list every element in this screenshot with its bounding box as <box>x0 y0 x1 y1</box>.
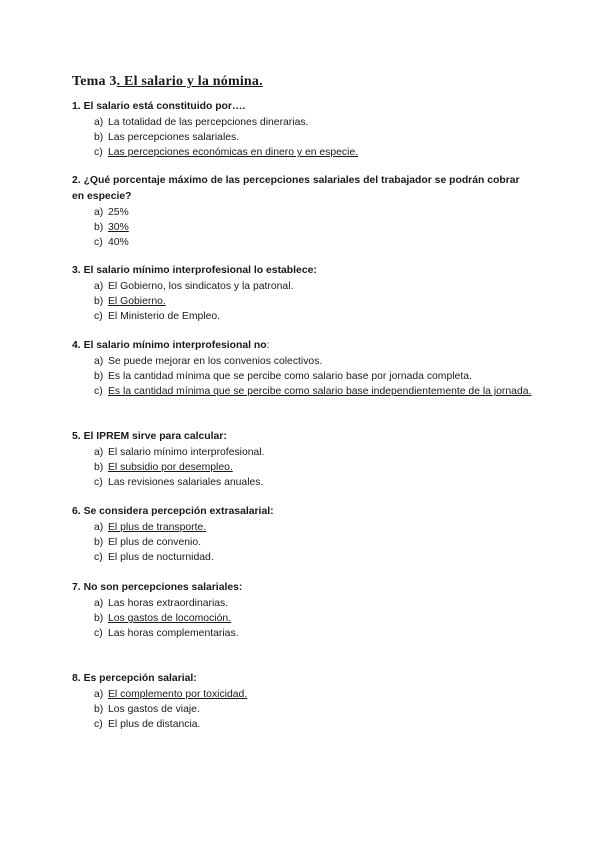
option-text-underlined: El complemento por toxicidad. <box>108 689 248 700</box>
option-b <box>72 130 532 145</box>
question-number: 2. <box>72 175 81 186</box>
option-text-underlined: Es la cantidad mínima que se percibe como salario base independientemente de la jornada. <box>108 386 532 398</box>
option-text: Es la cantidad mínima que se percibe como salario base por jornada completa. <box>108 371 472 383</box>
question-3 <box>72 263 532 325</box>
option-text: Se puede mejorar en los convenios colectivos. <box>108 356 323 367</box>
question-7-text <box>72 580 532 596</box>
question-number: 6. <box>72 506 81 517</box>
option-c <box>72 550 532 565</box>
option-letter: a) <box>94 281 104 292</box>
option-c <box>72 235 532 250</box>
option-letter: b) <box>94 296 104 308</box>
options-list <box>72 205 532 251</box>
question-suffix: : <box>266 340 270 351</box>
option-letter: a) <box>94 356 104 367</box>
question-8 <box>72 671 532 733</box>
option-a-correct <box>72 520 532 535</box>
option-a <box>72 205 532 220</box>
question-label: El salario está constituido por…. <box>83 101 246 112</box>
option-b-correct <box>72 220 532 235</box>
option-letter: b) <box>94 704 104 716</box>
question-number: 5. <box>72 431 81 442</box>
option-letter: a) <box>94 447 104 458</box>
question-3-text <box>72 263 532 279</box>
option-text: Las percepciones salariales. <box>108 132 240 144</box>
option-a <box>72 115 532 130</box>
question-number: 3. <box>72 265 81 276</box>
options-list <box>72 354 532 400</box>
option-letter: b) <box>94 371 104 383</box>
option-text: El plus de convenio. <box>108 537 201 549</box>
question-2-text <box>72 173 532 205</box>
option-text-underlined: Las percepciones económicas en dinero y en especie. <box>108 147 359 159</box>
option-text-underlined: 30% <box>108 222 129 234</box>
options-list <box>72 687 532 733</box>
option-c-correct <box>72 145 532 160</box>
question-1 <box>72 99 532 161</box>
option-c <box>72 626 532 641</box>
option-c <box>72 717 532 732</box>
title-subtitle: . El salario y la nómina. <box>116 74 263 89</box>
option-text: La totalidad de las percepciones dinerarias. <box>108 117 309 128</box>
option-text: Las horas extraordinarias. <box>108 598 229 609</box>
option-text: 25% <box>108 207 129 218</box>
page-title <box>72 74 263 90</box>
option-c <box>72 475 532 490</box>
option-c-correct <box>72 384 532 399</box>
option-text: El salario mínimo interprofesional. <box>108 447 265 458</box>
option-b-correct <box>72 611 532 626</box>
option-a <box>72 596 532 611</box>
option-text-underlined: Los gastos de locomoción. <box>108 613 232 625</box>
option-letter: c) <box>94 477 103 489</box>
question-label: El salario mínimo interprofesional no <box>83 340 267 351</box>
option-text-underlined: El subsidio por desempleo. <box>108 462 233 474</box>
option-letter: c) <box>94 719 103 731</box>
option-text: Las revisiones salariales anuales. <box>108 477 264 489</box>
option-letter: c) <box>94 552 103 564</box>
question-2 <box>72 173 532 251</box>
option-letter: a) <box>94 689 104 700</box>
question-5-text <box>72 429 532 445</box>
option-letter: b) <box>94 462 104 474</box>
question-number: 7. <box>72 582 81 593</box>
option-letter: a) <box>94 207 104 218</box>
option-letter: c) <box>94 628 103 640</box>
question-number: 1. <box>72 101 81 112</box>
option-letter: c) <box>94 386 103 398</box>
option-c <box>72 309 532 324</box>
option-letter: c) <box>94 147 103 159</box>
option-b <box>72 702 532 717</box>
question-label: Es percepción salarial: <box>83 673 197 684</box>
title-main: Tema 3 <box>72 74 117 89</box>
question-label: ¿Qué porcentaje máximo de las percepciones salariales del trabajador se podrán cobrar en especie? <box>72 175 520 202</box>
option-text: El Ministerio de Empleo. <box>108 311 221 323</box>
question-6 <box>72 504 532 566</box>
option-text-underlined: El plus de transporte. <box>108 522 207 533</box>
question-number: 8. <box>72 673 81 684</box>
options-list <box>72 445 532 491</box>
option-letter: b) <box>94 537 104 549</box>
option-text-underlined: El Gobierno. <box>108 296 166 308</box>
option-letter: b) <box>94 132 104 144</box>
question-6-text <box>72 504 532 520</box>
question-label: No son percepciones salariales: <box>83 582 243 593</box>
option-text: Los gastos de viaje. <box>108 704 200 716</box>
option-b <box>72 369 532 384</box>
option-b <box>72 535 532 550</box>
question-label: El IPREM sirve para calcular: <box>83 431 227 442</box>
option-letter: c) <box>94 311 103 323</box>
options-list <box>72 596 532 642</box>
question-1-text <box>72 99 532 115</box>
option-text: 40% <box>108 237 129 249</box>
option-letter: c) <box>94 237 103 249</box>
option-a <box>72 445 532 460</box>
options-list <box>72 279 532 325</box>
question-label: Se considera percepción extrasalarial: <box>83 506 274 517</box>
question-label: El salario mínimo interprofesional lo establece: <box>83 265 317 276</box>
option-text: El plus de distancia. <box>108 719 201 731</box>
question-4-text <box>72 338 532 354</box>
option-letter: a) <box>94 598 104 609</box>
question-5 <box>72 429 532 491</box>
option-letter: a) <box>94 522 104 533</box>
option-a <box>72 354 532 369</box>
option-letter: b) <box>94 222 104 234</box>
question-8-text <box>72 671 532 687</box>
question-7 <box>72 580 532 642</box>
question-4 <box>72 338 532 400</box>
options-list <box>72 520 532 566</box>
options-list <box>72 115 532 161</box>
option-text: El plus de nocturnidad. <box>108 552 214 564</box>
option-letter: b) <box>94 613 104 625</box>
option-text: Las horas complementarias. <box>108 628 239 640</box>
option-a <box>72 279 532 294</box>
option-b-correct <box>72 294 532 309</box>
option-text: El Gobierno, los sindicatos y la patronal. <box>108 281 294 292</box>
option-a-correct <box>72 687 532 702</box>
question-number: 4. <box>72 340 81 351</box>
option-b-correct <box>72 460 532 475</box>
option-letter: a) <box>94 117 104 128</box>
